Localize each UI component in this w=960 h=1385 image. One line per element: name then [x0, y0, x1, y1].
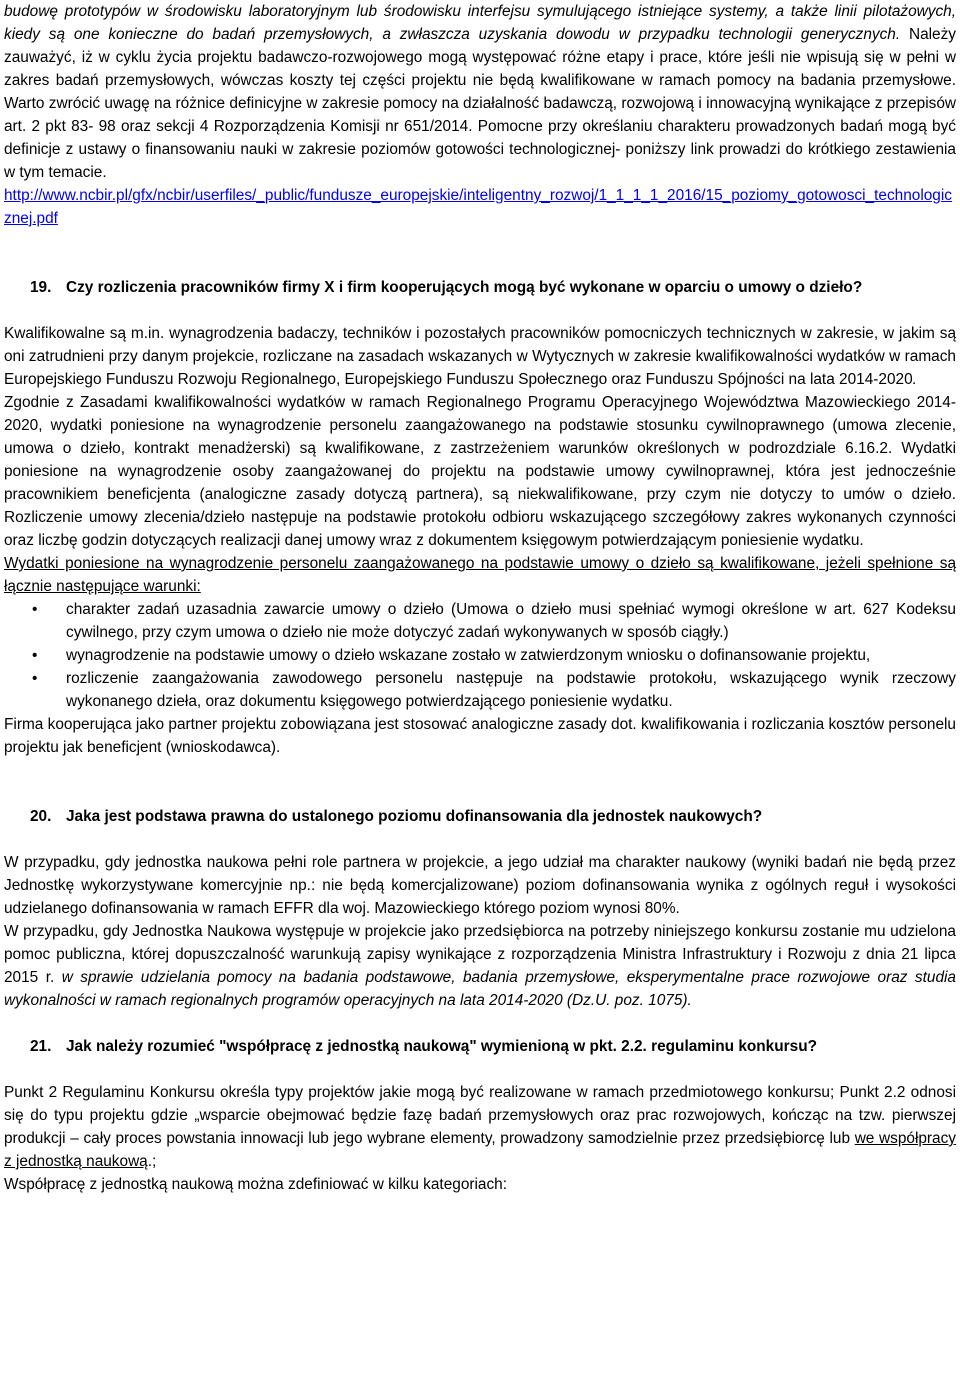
list-item: [4, 598, 956, 644]
list-item: [4, 644, 956, 667]
answer-20-paragraph-2: [4, 920, 956, 1012]
intro-italic-text: budowę prototypów w środowisku laboratoryjnym lub środowisku interfejsu symulującego istniejące systemy, a także linii pilotażowych, kiedy są one konieczne do badań przemysłowych, a zwłaszcza uzyskania dowodu w przypadku technologii generycznych.: [4, 3, 956, 43]
conditions-intro: Wydatki poniesione na wynagrodzenie personelu zaangażowanego na podstawie umowy o dzieło są kwalifikowane, jeżeli spełnione są łącznie następujące warunki:: [4, 555, 956, 595]
question-20-number: 20.: [30, 808, 52, 825]
list-item-text: wynagrodzenie na podstawie umowy o dzieło wskazane zostało w zatwierdzonym wniosku o dofinansowanie projektu,: [66, 647, 871, 664]
list-item-text: rozliczenie zaangażowania zawodowego personelu następuje na podstawie protokołu, wskazującego wynik rzeczowy wykonanego dzieła, oraz dokumentu księgowego potwierdzającego poniesienie wydatku.: [66, 670, 956, 710]
bullet-icon: •: [32, 647, 38, 664]
answer-21-underlined: we współpracy z jednostką naukową: [4, 1130, 957, 1170]
trl-document-link[interactable]: http://www.ncbir.pl/gfx/ncbir/userfiles/_public/fundusze_europejskie/inteligentny_rozwoj/1_1_1_1_2016/15_poziomy_gotowosci_technologicznej.pdf: [4, 187, 952, 227]
answer-19-paragraph-2: Zgodnie z Zasadami kwalifikowalności wydatków w ramach Regionalnego Programu Operacyjnego Województwa Mazowieckiego 2014-2020, wydatki poniesione na wynagrodzenie personelu zaangażowanego na podstawie stosunku cywilnoprawnego (umowa zlecenie, umowa o dzieło, kontrakt menadżerski) są kwalifikowane, z zastrzeżeniem warunków określonych w podrozdziale 6.16.2. Wydatki poniesione na wynagrodzenie osoby zaangażowanej do projektu na podstawie umowy cywilnoprawnej, która jest jednocześnie pracownikiem beneficjenta (analogiczne zasady dotyczą partnera), są niekwalifikowane, przy czym nie dotyczy to umów o dzieło. Rozliczenie umowy zlecenia/dzieło następuje na podstawie protokołu odbioru wskazującego szczegółowy zakres wykonanych czynności oraz liczbę godzin dotyczących realizacji danej umowy wraz z dokumentem księgowym potwierdzającym poniesienie wydatku.: [4, 394, 956, 549]
answer-19-paragraph-1: [4, 322, 956, 391]
answer-21-paragraph-1: [4, 1081, 956, 1173]
bullet-icon: •: [32, 601, 38, 618]
intro-paragraph: [4, 0, 956, 184]
answer-21-text: Punkt 2 Regulaminu Konkursu określa typy projektów jakie mogą być realizowane w ramach przedmiotowego konkursu; Punkt 2.2 odnosi się do typu projektu gdzie „wsparcie obejmować będzie fazę badań przemysłowych oraz prac rozwojowych, kończąc na tzw. pierwszej produkcji – cały proces powstania innowacji lub jego wybrane elementy, prowadzony samodzielnie przez przedsiębiorcę lub: [4, 1084, 956, 1147]
question-19-heading: [4, 276, 956, 299]
answer-19-paragraph-4: Firma kooperująca jako partner projektu zobowiązana jest stosować analogiczne zasady dot. kwalifikowania i rozliczania kosztów personelu projektu jak beneficjent (wnioskodawca).: [4, 716, 956, 756]
list-item: [4, 667, 956, 713]
conditions-list: [4, 598, 956, 713]
question-19-number: 19.: [30, 279, 52, 296]
bullet-icon: •: [32, 670, 38, 687]
answer-20-paragraph-1: W przypadku, gdy jednostka naukowa pełni role partnera w projekcie, a jego udział ma charakter naukowy (wyniki badań nie będą przez Jednostkę wykorzystywane komercyjnie np.: nie będą komercjalizowane) poziom dofinansowania wynika z ogólnych reguł i wysokości udzielanego dofinansowania w ramach EFFR dla woj. Mazowieckiego którego poziom wynosi 80%.: [4, 854, 956, 917]
question-21-number: 21.: [30, 1038, 52, 1055]
answer-21-text-end: .;: [147, 1153, 157, 1170]
answer-21-paragraph-2: Współpracę z jednostką naukową można zdefiniować w kilku kategoriach:: [4, 1176, 508, 1193]
answer-19-text-1: Kwalifikowalne są m.in. wynagrodzenia badaczy, techników i pozostałych pracowników pomocniczych technicznych w zakresie, w jakim są oni zatrudnieni przy danym projekcie, rozliczane na zasadach wskazanych w Wytycznych w zakresie kwalifikowalności wydatków w ramach Europejskiego Funduszu Rozwoju Regionalnego, Europejskiego Funduszu Społecznego oraz Funduszu Spójności na lata 2014-2020: [4, 325, 956, 388]
intro-link-paragraph: [4, 184, 956, 230]
list-item-text: charakter zadań uzasadnia zawarcie umowy o dzieło (Umowa o dzieło musi spełniać wymogi określone w art. 627 Kodeksu cywilnego, przy czym umowa o dzieło nie może dotyczyć zadań wykonywanych w sposób ciągły.): [66, 601, 956, 641]
answer-20-text: W przypadku, gdy Jednostka Naukowa występuje w projekcie jako przedsiębiorca na potrzeby niniejszego konkursu zostanie mu udzielona pomoc publiczna, której dopuszczalność warunkują zapisy wynikające z rozporządzenia Ministra Infrastruktury i Rozwoju z dnia 21 lipca 2015 r.: [4, 923, 956, 986]
question-20-title: Jaka jest podstawa prawna do ustalonego poziomu dofinansowania dla jednostek naukowych?: [66, 808, 763, 825]
question-21-title: Jak należy rozumieć "współpracę z jednostką naukową" wymienioną w pkt. 2.2. regulaminu konkursu?: [66, 1038, 817, 1055]
answer-19-paragraph-3: [4, 552, 956, 598]
question-19-title: Czy rozliczenia pracowników firmy X i firm kooperujących mogą być wykonane w oparciu o umowy o dzieło?: [66, 279, 863, 296]
answer-19-text-1-end: .: [912, 371, 917, 388]
answer-20-regulation-title: w sprawie udzielania pomocy na badania podstawowe, badania przemysłowe, eksperymentalne prace rozwojowe oraz studia wykonalności w ramach regionalnych programów operacyjnych na lata 2014-2020 (Dz.U. poz. 1075).: [4, 969, 956, 1009]
intro-text: Należy zauważyć, iż w cyklu życia projektu badawczo-rozwojowego mogą występować różne etapy i prace, które jeśli nie wpisują się w pełni w zakres badań przemysłowych, wówczas koszty tej części projektu nie będą kwalifikowane w ramach pomocy na badania przemysłowe. Warto zwrócić uwagę na różnice definicyjne w zakresie pomocy na działalność badawczą, rozwojową i innowacyjną wynikające z przepisów art. 2 pkt 83- 98 oraz sekcji 4 Rozporządzenia Komisji nr 651/2014. Pomocne przy określaniu charakteru prowadzonych badań mogą być definicje z ustawy o finansowaniu nauki w zakresie poziomów gotowości technologicznej- poniższy link prowadzi do krótkiego zestawienia w tym temacie.: [4, 26, 956, 181]
question-20-heading: [4, 805, 956, 828]
question-21-heading: [4, 1035, 956, 1058]
